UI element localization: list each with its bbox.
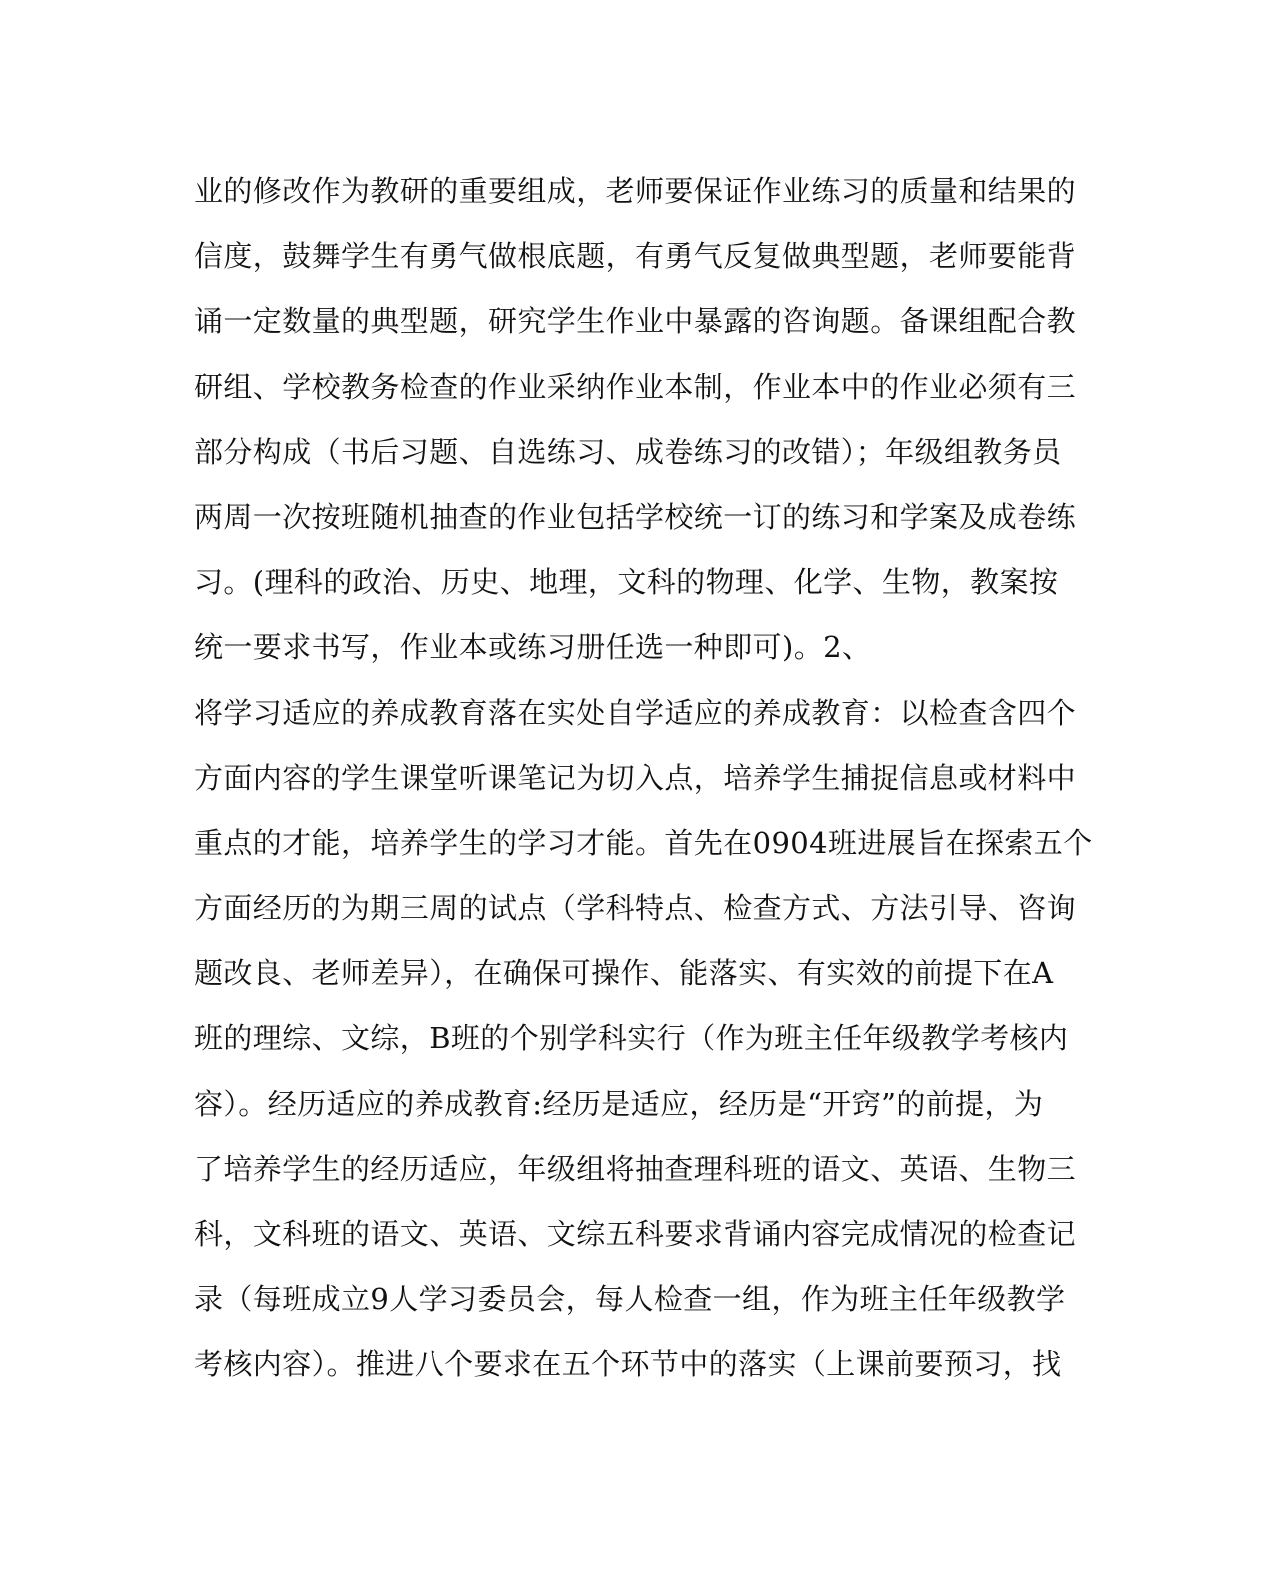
text-line: 业的修改作为教研的重要组成，老师要保证作业练习的质量和结果的 [194,174,1077,208]
text-line: 班的理综、文综，B班的个别学科实行（作为班主任年级教学考核内 [194,1021,1069,1056]
text-line: 将学习适应的养成教育落在实处自学适应的养成教育：以检查含四个 [194,695,1077,730]
text-line: 方面内容的学生课堂听课笔记为切入点，培养学生捕捉信息或材料中 [194,760,1077,795]
text-line: 信度，鼓舞学生有勇气做根底题，有勇气反复做典型题，老师要能背 [194,239,1077,274]
text-line: 重点的才能，培养学生的学习才能。首先在0904班进展旨在探索五个 [194,825,1093,860]
body-text [194,163,1093,1402]
text-line: 两周一次按班随机抽查的作业包括学校统一订的练习和学案及成卷练 [194,499,1077,534]
text-line: 方面经历的为期三周的试点（学科特点、检查方式、方法引导、咨询 [194,891,1077,926]
text-line: 了培养学生的经历适应，年级组将抽查理科班的语文、英语、生物三 [194,1151,1077,1186]
text-line: 习。(理科的政治、历史、地理，文科的物理、化学、生物，教案按 [194,565,1059,600]
text-line: 诵一定数量的典型题，研究学生作业中暴露的咨询题。备课组配合教 [194,304,1077,339]
text-line: 研组、学校教务检查的作业采纳作业本制，作业本中的作业必须有三 [194,369,1077,404]
text-line: 容）。经历适应的养成教育:经历是适应，经历是“开窍”的前提，为 [194,1086,1044,1121]
text-line: 录（每班成立9人学习委员会，每人检查一组，作为班主任年级教学 [194,1282,1066,1317]
text-line: 部分构成（书后习题、自选练习、成卷练习的改错）；年级组教务员 [194,434,1062,469]
text-line: 题改良、老师差异），在确保可操作、能落实、有实效的前提下在A [194,956,1054,991]
text-line: 统一要求书写，作业本或练习册任选一种即可)。2、 [194,630,872,665]
text-line: 考核内容）。推进八个要求在五个环节中的落实（上课前要预习，找 [194,1347,1062,1382]
text-line: 科，文科班的语文、英语、文综五科要求背诵内容完成情况的检查记 [194,1217,1077,1251]
